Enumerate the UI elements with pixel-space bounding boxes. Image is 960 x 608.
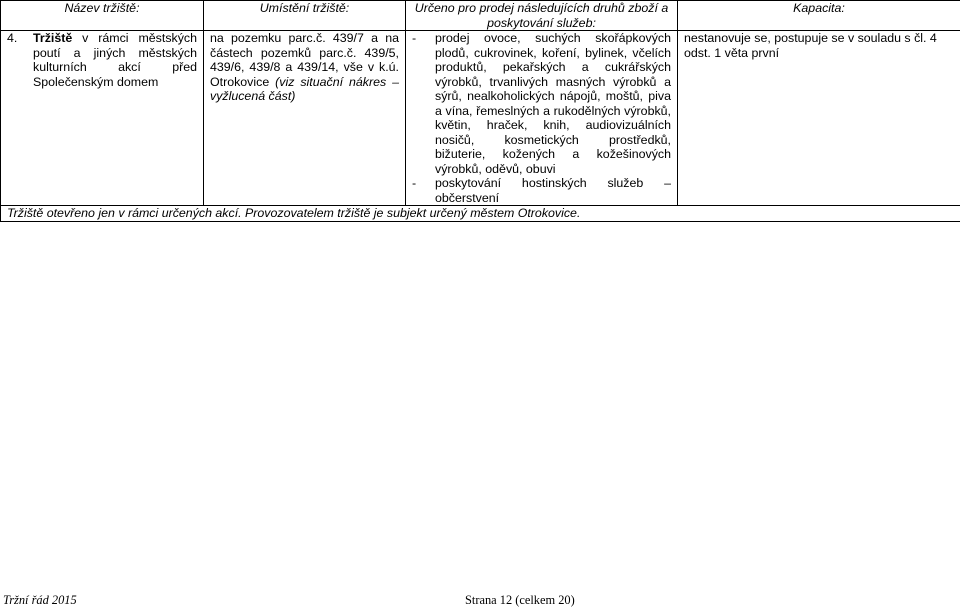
market-name	[33, 31, 197, 89]
table-row	[1, 31, 960, 206]
cell-goods	[406, 31, 678, 206]
list-dash: -	[412, 31, 417, 45]
table-note: Tržiště otevřeno jen v rámci určených akcí. Provozovatelem tržiště je subjekt určený městem Otrokovice.	[1, 206, 960, 222]
goods-item-text: prodej ovoce, suchých skořápkových plodů, cukrovinek, koření, bylinek, včelích produktů, pekařských a cukrářských výrobků, trvanlivých masných výrobků a sýrů, nealkoholických nápojů, moštů, piva a vína, řemeslných a rukodělných výrobků, květin, hraček, knih, audiovizuálních nosičů, kosmetických prostředků, bižuterie, kožených a kožešinových výrobků, oděvů, obuvi	[435, 31, 671, 176]
cell-location	[204, 31, 406, 206]
table-header-row	[1, 1, 960, 31]
list-dash: -	[412, 176, 417, 190]
location-note: (viz situační nákres – vyžlucená část)	[210, 74, 399, 103]
market-table	[0, 0, 960, 222]
row-number: 4.	[7, 31, 18, 45]
footer-page-number: Strana 12 (celkem 20)	[465, 593, 575, 607]
header-goods: Určeno pro prodej následujících druhů zboží a poskytování služeb:	[406, 1, 678, 31]
list-item	[412, 176, 671, 205]
goods-item-text: poskytování hostinských služeb – občerstvení	[435, 176, 671, 205]
header-location: Umístění tržiště:	[204, 1, 406, 31]
cell-name	[1, 31, 204, 206]
footer-document-title: Tržní řád 2015	[3, 593, 77, 607]
header-capacity: Kapacita:	[678, 1, 960, 31]
page-footer	[0, 593, 960, 608]
cell-capacity: nestanovuje se, postupuje se v souladu s čl. 4 odst. 1 věta první	[678, 31, 960, 206]
note-row	[1, 206, 960, 222]
market-name-rest: v rámci městských poutí a jiných městských kulturních akcí před Společenským domem	[33, 31, 197, 89]
goods-list	[412, 31, 671, 205]
header-name: Název tržiště:	[1, 1, 204, 31]
market-name-bold: Tržiště	[33, 31, 73, 45]
location-text: na pozemku parc.č. 439/7 a na částech pozemků parc.č. 439/5, 439/6, 439/8 a 439/14, vše v k.ú. Otrokovice	[210, 31, 399, 89]
list-item	[412, 31, 671, 176]
